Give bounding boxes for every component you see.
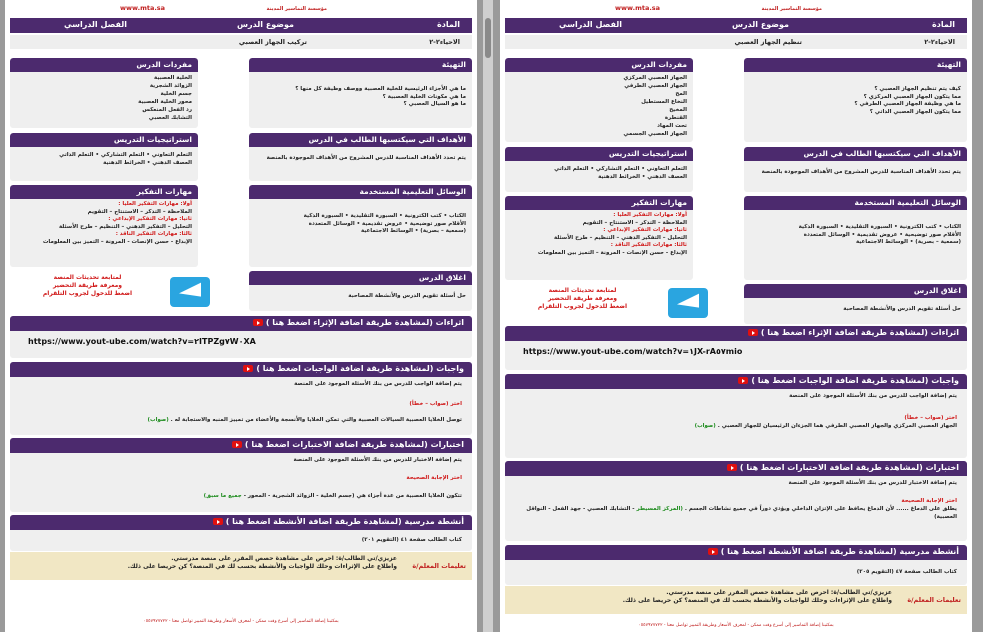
homework-answer: (صواب) — [147, 417, 169, 423]
promo-line: ومعرفة طريقة التحضير — [52, 282, 123, 289]
activities-help-link[interactable]: (لمشاهدة طريقة اضافة الأنشطة اضغط هنا ) — [225, 517, 402, 526]
homework-type: اختر (صواب – خطأ) — [904, 415, 957, 421]
strategies-title: استراتيجيات التدريس — [505, 147, 693, 161]
objectives-title: الأهداف التي سيكتسبها الطالب في الدرس — [249, 133, 472, 147]
closing-text: حل أسئلة تقويم الدرس والأنشطة المصاحبة — [348, 293, 466, 299]
objectives-text: يتم تحدد الأهداف المناسبة للدرس المشروح من الأهداف الموجودة بالمنصة — [266, 155, 466, 161]
topic-header: موضوع الدرس — [237, 20, 294, 29]
notes-label: تعليمات المعلم/ة — [907, 596, 961, 604]
warmup-line: ما هي مكونات الخلية العصبية ؟ — [382, 93, 466, 100]
activities-text: كتاب الطالب صفحة ٤٧ (التقويم ٢٠٥) — [856, 569, 957, 575]
enrichment-help-link[interactable]: (لمشاهدة طريقة اضافة الإثراء اضغط هنا ) — [760, 328, 928, 337]
vocab-item: جسم الخلية — [160, 91, 192, 97]
youtube-icon[interactable] — [738, 377, 748, 384]
promo-line: ومعرفة طريقة التحضير — [547, 295, 618, 302]
vocab-item: الجهاز العصبي الطرفي — [624, 83, 687, 89]
tests-answer: (المركز المسيطر — [636, 506, 683, 512]
subject-header: المادة — [437, 20, 460, 29]
homework-text: يتم إضافة الواجب للدرس من بنك الأسئلة الموجود على المنصة — [789, 393, 957, 399]
vocab-item: التشابك العصبي — [148, 115, 192, 121]
topic-value: تركيب الجهاز العصبي — [238, 38, 307, 46]
closing-title: اغلاق الدرس — [744, 284, 967, 298]
warmup-line: ما هي وظيفة الجهاز العصبي الطرفي ؟ — [854, 101, 961, 107]
tests-text: يتم إضافة الاختبار للدرس من بنك الأسئلة الموجود على المنصة — [293, 457, 462, 463]
vocab-item: الجهاز العصبي الجسمي — [623, 131, 687, 137]
thinking-text: الإبداع - حسن الإنصات - المرونة – التميز بين المعلومات — [42, 238, 192, 245]
youtube-icon[interactable] — [213, 518, 223, 525]
enrichment-help-link[interactable]: (لمشاهدة طريقة اضافة الإثراء اضغط هنا ) — [265, 318, 433, 327]
thinking-box — [10, 185, 198, 267]
promo-line: اضغط للدخول لجروب التلقرام — [42, 290, 133, 297]
aids-line: (سمعية – بصرية) • الوسائط الاجتماعية — [360, 228, 466, 234]
thinking-heading: أولا: مهارات التفكير العليا : — [613, 212, 687, 218]
promo-line: لمتابعة تحديثات المنصة — [53, 274, 122, 281]
strategies-line: التعلم التعاوني • التعلم التشاركي • التعلم الذاتي — [554, 166, 687, 172]
vocab-title: مفردات الدرس — [505, 58, 693, 72]
promo-line: لمتابعة تحديثات المنصة — [548, 287, 617, 294]
tests-help-link[interactable]: (لمشاهدة طريقة اضافة الاختبارات اضغط هنا ) — [739, 463, 923, 472]
thinking-text: الملاحظة – التذكر – الاستنتاج – التقويم — [87, 208, 192, 215]
page-header — [500, 0, 972, 18]
vocab-item: رد الفعل المنعكس — [142, 107, 192, 113]
subject-value: الاحياء٢-٢ — [924, 38, 955, 46]
tests-type: اختر الإجابة الصحيحة — [901, 498, 957, 504]
homework-section — [505, 374, 967, 458]
vocab-item: الزوائد الشجرية — [149, 83, 192, 89]
thinking-heading: ثالثا: مهارات التفكير الناقد : — [610, 242, 687, 248]
aids-line: (سمعية – بصرية) • الوسائط الاجتماعية — [855, 239, 961, 245]
telegram-icon[interactable] — [668, 288, 708, 318]
homework-answer: (صواب) — [694, 423, 716, 429]
closing-box — [744, 284, 967, 324]
thinking-title: مهارات التفكير — [505, 196, 693, 210]
vocab-item: المخ — [675, 91, 687, 97]
youtube-icon[interactable] — [232, 441, 242, 448]
thinking-text: الملاحظة – التذكر – الاستنتاج – التقويم — [582, 219, 687, 226]
scrollbar-thumb[interactable] — [485, 18, 491, 58]
lesson-header-row — [505, 18, 967, 33]
tests-question: يطلق على الدماغ ...... لأن الدماغ يحافظ على الإتزان الداخلي ويؤدي دوراً في جميع نشاطات الجسم . — [684, 506, 957, 512]
thinking-text: التحليل – التفكير الذهني – التنظيم – طرح الأسئلة — [58, 223, 192, 230]
vocab-item: تحت المهاد — [657, 123, 687, 129]
strategies-box — [505, 147, 693, 192]
aids-title: الوسائل التعليمية المستخدمة — [249, 185, 472, 199]
page-footer: بمكتبنا إضافة التماسير إلى أسرع وقت ممكن - لمعرف الأسعار وطريقة التمييز تواصل معنا - ٠٥٥٧٩٧٧٧٢٢ — [638, 623, 834, 628]
lesson-values-row — [505, 35, 967, 49]
tests-type: اختر الإجابة الصحيحة — [406, 475, 462, 481]
notes-label: تعليمات المعلم/ة — [412, 562, 466, 570]
homework-question: الجهاز العصبي المركزي والجهاز العصبي الطرفي هما الجزءان الرئيسيان للجهاز العصبي . — [717, 423, 957, 429]
activities-text: كتاب الطالب صفحة ٤١ (التقويم ٢٠١) — [361, 537, 462, 543]
strategies-line: العصف الذهني • الخرائط الذهنية — [103, 159, 192, 166]
tests-section — [10, 438, 472, 512]
notes-line: واطلاع على الإثراءات وحلك للواجبات والأنشطة بحسب لك في المنصة؟ كن حريصا على ذلك. — [127, 563, 397, 570]
thinking-text: التحليل – التفكير الذهني – التنظيم – طرح الأسئلة — [553, 234, 687, 241]
homework-title: واجبات — [931, 376, 959, 385]
warmup-title: التهيئة — [744, 58, 967, 72]
document-page-right — [500, 0, 972, 632]
topic-value: تنظيم الجهاز العصبي — [734, 38, 802, 46]
aids-box — [744, 196, 967, 280]
strategies-box — [10, 133, 198, 181]
homework-text: يتم إضافة الواجب للدرس من بنك الأسئلة الموجود على المنصة — [294, 381, 462, 387]
vocab-item: القنطرة — [664, 115, 687, 121]
youtube-icon[interactable] — [253, 319, 263, 326]
tests-help-link[interactable]: (لمشاهدة طريقة اضافة الاختبارات اضغط هنا ) — [244, 440, 428, 449]
aids-title: الوسائل التعليمية المستخدمة — [744, 196, 967, 210]
warmup-line: ما هو السيال العصبي ؟ — [403, 101, 466, 107]
homework-type: اختر (صواب – خطأ) — [409, 401, 462, 407]
enrichment-url[interactable]: https://www.yout-ube.com/watch?v=١JX-rA٥٧mio — [523, 347, 743, 356]
enrichment-section — [10, 316, 472, 358]
aids-line: الكتاب • كتب الكترونية • السبورة التقليدية • السبورة الذكية — [303, 213, 466, 219]
enrichment-section — [505, 326, 967, 370]
strategies-title: استراتيجيات التدريس — [10, 133, 198, 147]
warmup-title: التهيئة — [249, 58, 472, 72]
activities-title: أنشطة مدرسية — [404, 517, 464, 526]
objectives-box — [744, 147, 967, 192]
lesson-values-row — [10, 35, 472, 49]
youtube-icon[interactable] — [748, 329, 758, 336]
subject-value: الاحياء٢-٢ — [429, 38, 460, 46]
homework-question: توصل الخلايا العصبية السيالات العصبية والتي تمكن الخلايا والأنسجة والأعضاء من تمييز المنبه والاستجابة له . — [170, 417, 462, 423]
vocab-box — [10, 58, 198, 128]
site-link[interactable]: www.mta.sa — [120, 4, 166, 12]
enrichment-title: اثراءات — [435, 318, 464, 327]
brand-name: مؤسسة التماسير المدينة — [761, 6, 822, 12]
homework-help-link[interactable]: (لمشاهدة طريقة اضافة الواجبات اضغط هنا ) — [751, 376, 929, 385]
aids-line: الأقلام صور توضيحية • عروض تقديمية • الوسائل المتعددة — [803, 231, 961, 238]
warmup-line: ما هي الأجزاء الرئيسية للخلية العصبية ووصف وظيفة كل منها ؟ — [295, 86, 466, 92]
homework-help-link[interactable]: (لمشاهدة طريقة اضافة الواجبات اضغط هنا ) — [256, 364, 434, 373]
notes-line: واطلاع على الإثراءات وحلك للواجبات والأنشطة بحسب لك في المنصة؟ كن حريصا على ذلك. — [622, 597, 892, 604]
warmup-box — [249, 58, 472, 128]
topic-header: موضوع الدرس — [732, 20, 789, 29]
homework-section — [10, 362, 472, 435]
enrichment-url[interactable]: https://www.yout-ube.com/watch?v=٢ITPZg٧W٠XA — [28, 337, 256, 346]
tests-title: اختبارات — [925, 463, 959, 472]
tests-question: تتكون الخلايا العصبية من عدة أجزاء هي (جسم الخلية - الزوائد الشجرية - المحور - — [243, 493, 462, 499]
warmup-box — [744, 58, 967, 142]
youtube-icon[interactable] — [727, 464, 737, 471]
vocab-item: محور الخلية العصبية — [138, 99, 192, 105]
aids-box — [249, 185, 472, 267]
thinking-text: الإبداع - حسن الإنصات - المرونة – التميز بين المعلومات — [537, 249, 687, 256]
activities-section — [505, 545, 967, 585]
brand-name: مؤسسة التماسير المدينة — [266, 6, 327, 12]
tests-question-cont: - التشابك العصبي - جهد الفعل - النواقل العصبية) — [526, 506, 957, 520]
enrichment-title: اثراءات — [930, 328, 959, 337]
closing-text: حل أسئلة تقويم الدرس والأنشطة المصاحبة — [843, 306, 961, 312]
subject-header: المادة — [932, 20, 955, 29]
page-header — [5, 0, 477, 18]
semester-header: الفصل الدراسي — [559, 20, 622, 29]
telegram-promo[interactable] — [515, 287, 650, 311]
teacher-notes — [505, 586, 967, 614]
strategies-line: العصف الذهني • الخرائط الذهنية — [598, 173, 687, 180]
vertical-scrollbar[interactable] — [483, 0, 493, 632]
thinking-heading: ثانيا: مهارات التفكير الإبداعي : — [108, 216, 192, 222]
tests-title: اختبارات — [430, 440, 464, 449]
notes-line: عزيزي/تي الطالب/ة: احرص على مشاهدة حصص المقرر على منصة مدرستي. — [171, 555, 397, 562]
page-footer: بمكتبنا إضافة التماسير إلى أسرع وقت ممكن - لمعرف الأسعار وطريقة التمييز تواصل معنا - ٠٥٥٧٩٧٧٧٢٢ — [143, 619, 339, 624]
activities-help-link[interactable]: (لمشاهدة طريقة اضافة الأنشطة اضغط هنا ) — [720, 547, 897, 556]
vocab-item: الجهاز العصبي المركزي — [623, 75, 687, 81]
thinking-title: مهارات التفكير — [10, 185, 198, 199]
thinking-box — [505, 196, 693, 280]
notes-line: عزيزي/تي الطالب/ة: احرص على مشاهدة حصص المقرر على منصة مدرستي. — [666, 589, 892, 596]
warmup-line: مما يتكون الجهاز العصبي المركزي ؟ — [863, 93, 961, 100]
youtube-icon[interactable] — [708, 548, 718, 555]
warmup-line: مما يتكون الجهاز العصبي الذاتي ؟ — [869, 108, 961, 115]
objectives-box — [249, 133, 472, 181]
objectives-text: يتم تحدد الأهداف المناسبة للدرس المشروح من الأهداف الموجودة بالمنصة — [761, 169, 961, 175]
youtube-icon[interactable] — [243, 365, 253, 372]
aids-line: الأقلام صور توضيحية • عروض تقديمية • الوسائل المتعددة — [308, 220, 466, 227]
tests-text: يتم إضافة الاختبار للدرس من بنك الأسئلة الموجود على المنصة — [788, 480, 957, 486]
thinking-heading: ثالثا: مهارات التفكير الناقد : — [115, 231, 192, 237]
vocab-box — [505, 58, 693, 142]
warmup-line: كيف يتم تنظيم الجهاز العصبي ؟ — [874, 86, 961, 92]
objectives-title: الأهداف التي سيكتسبها الطالب في الدرس — [744, 147, 967, 161]
vocab-title: مفردات الدرس — [10, 58, 198, 72]
thinking-heading: ثانيا: مهارات التفكير الإبداعي : — [603, 227, 687, 233]
closing-title: اغلاق الدرس — [249, 271, 472, 285]
site-link[interactable]: www.mta.sa — [615, 4, 661, 12]
promo-line: اضغط للدخول لجروب التلقرام — [537, 303, 628, 310]
activities-title: أنشطة مدرسية — [899, 547, 959, 556]
document-page-left — [5, 0, 477, 632]
tests-answer: جميع ما سبق) — [203, 493, 242, 499]
vocab-item: المخيخ — [669, 107, 687, 113]
closing-box — [249, 271, 472, 311]
tests-section — [505, 461, 967, 541]
thinking-heading: أولا: مهارات التفكير العليا : — [118, 201, 192, 207]
vocab-item: الخلية العصبية — [154, 75, 192, 81]
lesson-header-row — [10, 18, 472, 33]
strategies-line: التعلم التعاوني • التعلم التشاركي • التعلم الذاتي — [59, 152, 192, 158]
teacher-notes — [10, 552, 472, 580]
vocab-item: النخاع المستطيل — [641, 99, 687, 105]
homework-title: واجبات — [436, 364, 464, 373]
aids-line: الكتاب • كتب الكترونية • السبورة التقليدية • السبورة الذكية — [798, 224, 961, 230]
activities-section — [10, 515, 472, 551]
telegram-icon[interactable] — [170, 277, 210, 307]
telegram-promo[interactable] — [20, 274, 155, 298]
semester-header: الفصل الدراسي — [64, 20, 127, 29]
